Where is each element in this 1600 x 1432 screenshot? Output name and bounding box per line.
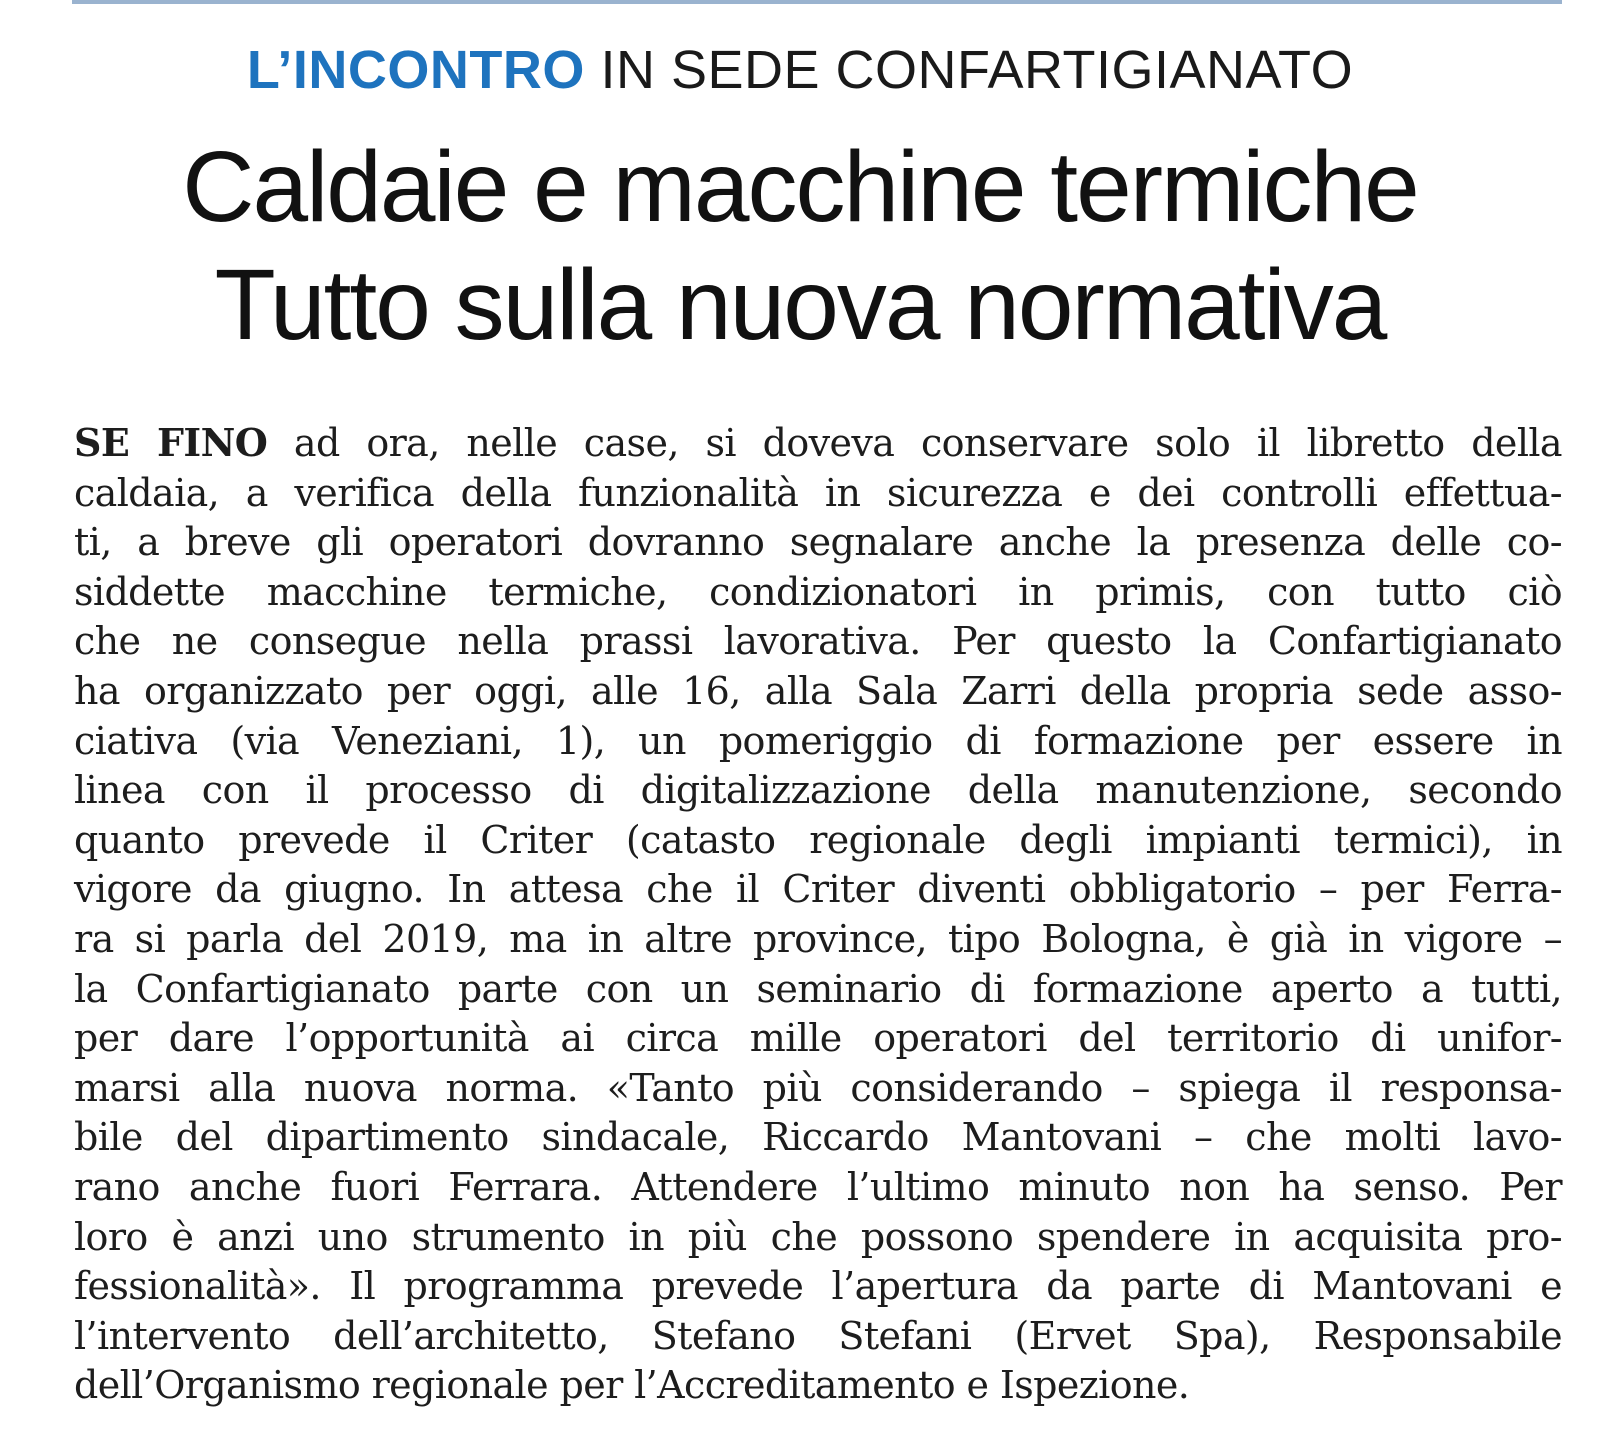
article-line: linea con il processo di digitalizzazione della manutenzione, secondo <box>74 768 1562 813</box>
article-line: ha organizzato per oggi, alle 16, alla Sala Zarri della propria sede asso- <box>74 668 1562 713</box>
article-body <box>74 418 1562 1411</box>
article-line: rano anche fuori Ferrara. Attendere l’ultimo minuto non ha senso. Per <box>74 1164 1562 1209</box>
article-line: dell’Organismo regionale per l’Accreditamento e Ispezione. <box>74 1363 1190 1408</box>
article-line: bile del dipartimento sindacale, Riccardo Mantovani – che molti lavo- <box>74 1115 1562 1160</box>
article-line: ra si parla del 2019, ma in altre province, tipo Bologna, è già in vigore – <box>74 916 1562 961</box>
headline <box>0 128 1600 364</box>
headline-line-1: Caldaie e macchine termiche <box>182 131 1418 243</box>
article-line: per dare l’opportunità ai circa mille operatori del territorio di unifor- <box>74 1016 1562 1061</box>
article-line: marsi alla nuova norma. «Tanto più considerando – spiega il responsa- <box>74 1065 1562 1110</box>
article-line: quanto prevede il Criter (catasto regionale degli impianti termici), in <box>74 817 1562 862</box>
article-line: la Confartigianato parte con un seminario di formazione aperto a tutti, <box>74 966 1562 1011</box>
article-line: siddette macchine termiche, condizionatori in primis, con tutto ciò <box>74 569 1562 614</box>
article-first-line: ad ora, nelle case, si doveva conservare solo il libretto della <box>267 421 1562 465</box>
article-lead: SE FINO <box>74 420 268 465</box>
kicker <box>0 38 1600 102</box>
kicker-highlight: L’INCONTRO <box>246 40 585 100</box>
article-line: l’intervento dell’architetto, Stefano Stefani (Ervet Spa), Responsabile <box>74 1313 1562 1358</box>
article-line: caldaia, a verifica della funzionalità in sicurezza e dei controlli effettua- <box>74 470 1562 515</box>
article-line <box>74 418 1562 469</box>
kicker-rest: IN SEDE CONFARTIGIANATO <box>600 40 1354 100</box>
article-line: ciativa (via Veneziani, 1), un pomeriggio di formazione per essere in <box>74 718 1562 763</box>
article-line: vigore da giugno. In attesa che il Criter diventi obbligatorio – per Ferra- <box>74 867 1562 912</box>
article-line: che ne consegue nella prassi lavorativa. Per questo la Confartigianato <box>74 619 1562 664</box>
headline-line-2: Tutto sulla nuova normativa <box>214 249 1386 361</box>
article-line: fessionalità». Il programma prevede l’apertura da parte di Mantovani e <box>74 1264 1562 1309</box>
article-line: loro è anzi uno strumento in più che possono spendere in acquisita pro- <box>74 1214 1562 1259</box>
article-line: ti, a breve gli operatori dovranno segnalare anche la presenza delle co- <box>74 520 1562 565</box>
top-rule <box>72 0 1562 4</box>
